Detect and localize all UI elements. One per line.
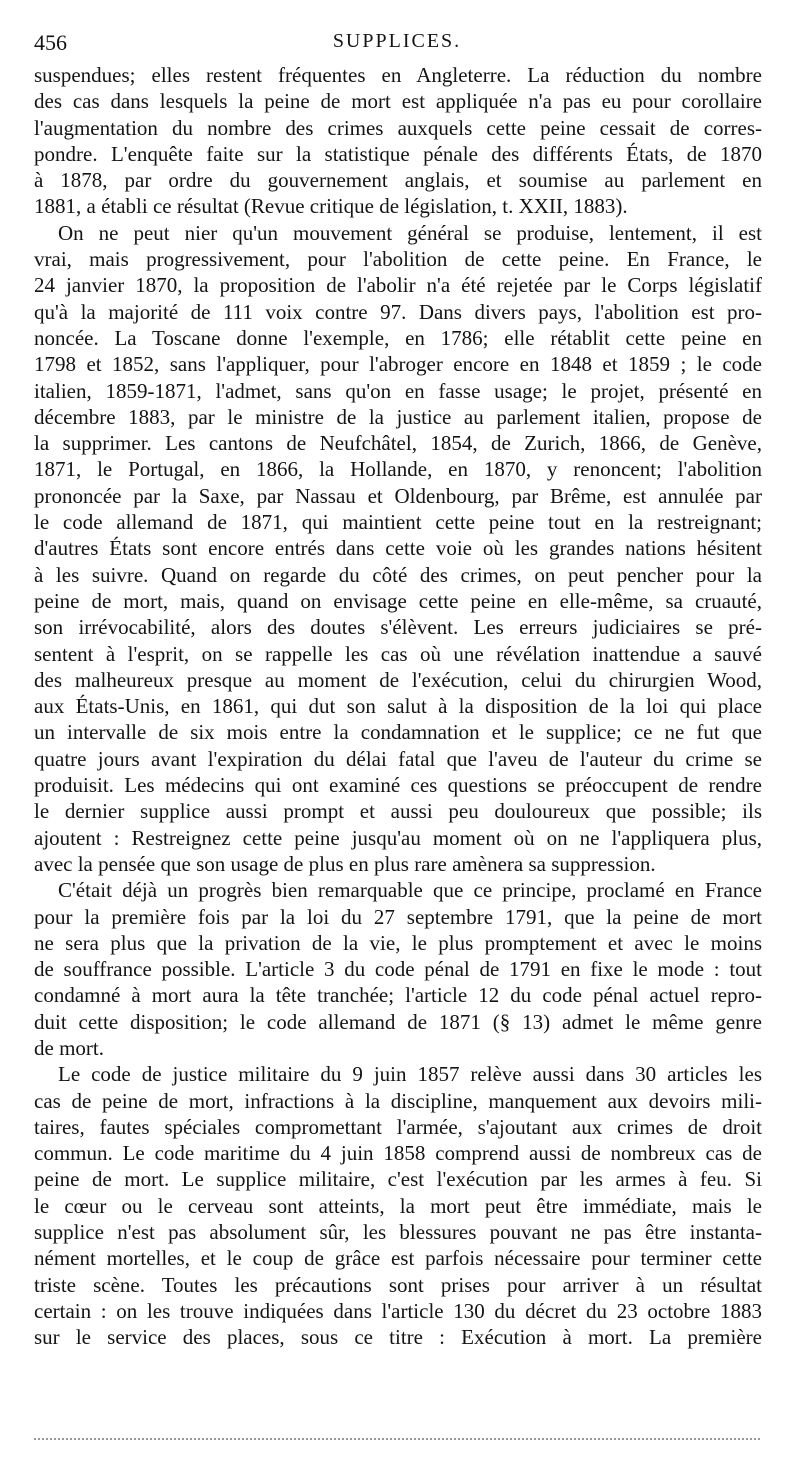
text-line: 1798 et 1852, sans l'appliquer, pour l'abroger encore en 1848 et 1859 ; le code: [34, 352, 762, 377]
text-line: décembre 1883, par le ministre de la justice au parlement italien, propose de: [34, 404, 762, 429]
running-title: SUPPLICES.: [332, 30, 462, 52]
text-line: commun. Le code maritime du 4 juin 1858 comprend aussi de nombreux cas de: [34, 1141, 762, 1166]
text-line: cas de peine de mort, infractions à la discipline, manquement aux devoirs mili-: [34, 1088, 762, 1113]
text-line: noncée. La Toscane donne l'exemple, en 1786; elle rétablit cette peine en: [34, 325, 762, 350]
text-line: duit cette disposition; le code allemand de 1871 (§ 13) admet le même genre: [34, 1009, 762, 1034]
text-line: triste scène. Toutes les précautions sont prises pour arriver à un résultat: [34, 1272, 762, 1297]
text-line: supplice n'est pas absolument sûr, les blessures pouvant ne pas être instanta-: [34, 1220, 762, 1245]
text-line: le dernier supplice aussi prompt et aussi peu douloureux que possible; ils: [34, 799, 762, 824]
text-line: qu'à la majorité de 111 voix contre 97. Dans divers pays, l'abolition est pro-: [34, 299, 762, 324]
text-line: des malheureux presque au moment de l'exécution, celui du chirurgien Wood,: [34, 667, 762, 692]
text-line: son irrévocabilité, alors des doutes s'élèvent. Les erreurs judiciaires se pré-: [34, 615, 762, 640]
text-line: de mort.: [34, 1035, 104, 1060]
text-line: le code allemand de 1871, qui maintient cette peine tout en la restreignant;: [34, 510, 762, 535]
text-line: taires, fautes spéciales compromettant l'armée, s'ajoutant aux crimes de droit: [34, 1114, 762, 1139]
text-line: produisit. Les médecins qui ont examiné ces questions se préoccupent de rendre: [34, 773, 762, 798]
text-line: suspendues; elles restent fréquentes en Angleterre. La réduction du nombre: [34, 63, 762, 87]
text-line: avec la pensée que son usage de plus en plus rare amènera sa suppression.: [34, 851, 656, 876]
text-line: le cœur ou le cerveau sont atteints, la mort peut être immédiate, mais le: [34, 1193, 762, 1218]
text-line: pour la première fois par la loi du 27 septembre 1791, que la peine de mort: [34, 904, 762, 929]
text-line: à 1878, par ordre du gouvernement anglais, et soumise au parlement en: [34, 168, 762, 193]
text-line: italien, 1859-1871, l'admet, sans qu'on en fasse usage; le projet, présenté en: [34, 378, 762, 403]
text-line: des cas dans lesquels la peine de mort est appliquée n'a pas eu pour corollaire: [34, 89, 762, 114]
text-line: prononcée par la Saxe, par Nassau et Oldenbourg, par Brême, est annulée par: [34, 483, 762, 508]
text-line: à les suivre. Quand on regarde du côté des crimes, on peut pencher pour la: [34, 562, 762, 587]
text-line: sur le service des places, sous ce titre : Exécution à mort. La première: [34, 1325, 762, 1350]
text-line: pondre. L'enquête faite sur la statistique pénale des différents États, de 1870: [34, 141, 762, 166]
text-line: ne sera plus que la privation de la vie, le plus promptement et avec le moins: [34, 930, 762, 955]
text-line: sentent à l'esprit, on se rappelle les cas où une révélation inattendue a sauvé: [34, 641, 762, 666]
text-line: Le code de justice militaire du 9 juin 1857 relève aussi dans 30 articles les: [58, 1062, 762, 1087]
text-line: 1871, le Portugal, en 1866, la Hollande, en 1870, y renoncent; l'abolition: [34, 457, 762, 482]
text-line: aux États-Unis, en 1861, qui dut son salut à la disposition de la loi qui place: [34, 694, 762, 719]
text-line: la supprimer. Les cantons de Neufchâtel, 1854, de Zurich, 1866, de Genève,: [34, 431, 762, 456]
text-line: l'augmentation du nombre des crimes auxquels cette peine cessait de corres-: [34, 115, 762, 140]
body-text: [34, 62, 762, 1351]
text-line: 1881, a établi ce résultat (Revue critique de législation, t. XXII, 1883).: [34, 194, 628, 219]
text-line: 24 janvier 1870, la proposition de l'abolir n'a été rejetée par le Corps législatif: [34, 273, 762, 298]
text-line: certain : on les trouve indiquées dans l'article 130 du décret du 23 octobre 1883: [34, 1298, 762, 1323]
text-line: ajoutent : Restreignez cette peine jusqu'au moment où on ne l'appliquera plus,: [34, 825, 762, 850]
text-line: quatre jours avant l'expiration du délai fatal que l'aveu de l'auteur du crime se: [34, 746, 762, 771]
text-line: On ne peut nier qu'un mouvement général se produise, lentement, il est: [58, 220, 762, 245]
text-line: d'autres États sont encore entrés dans cette voie où les grandes nations hésitent: [34, 536, 762, 561]
footer-divider: [34, 1438, 760, 1440]
text-line: un intervalle de six mois entre la condamnation et le supplice; ce ne fut que: [34, 720, 762, 745]
text-line: peine de mort. Le supplice militaire, c'est l'exécution par les armes à feu. Si: [34, 1167, 762, 1192]
text-line: peine de mort, mais, quand on envisage cette peine en elle-même, sa cruauté,: [34, 588, 762, 613]
text-line: nément mortelles, et le coup de grâce est parfois nécessaire pour terminer cette: [34, 1246, 762, 1271]
text-line: vrai, mais progressivement, pour l'abolition de cette peine. En France, le: [34, 247, 762, 272]
text-line: condamné à mort aura la tête tranchée; l'article 12 du code pénal actuel repro-: [34, 983, 762, 1008]
page-number: 456: [34, 30, 67, 55]
text-line: C'était déjà un progrès bien remarquable que ce principe, proclamé en France: [58, 878, 762, 903]
text-line: de souffrance possible. L'article 3 du code pénal de 1791 en fixe le mode : tout: [34, 957, 762, 982]
page-header: [34, 30, 760, 58]
